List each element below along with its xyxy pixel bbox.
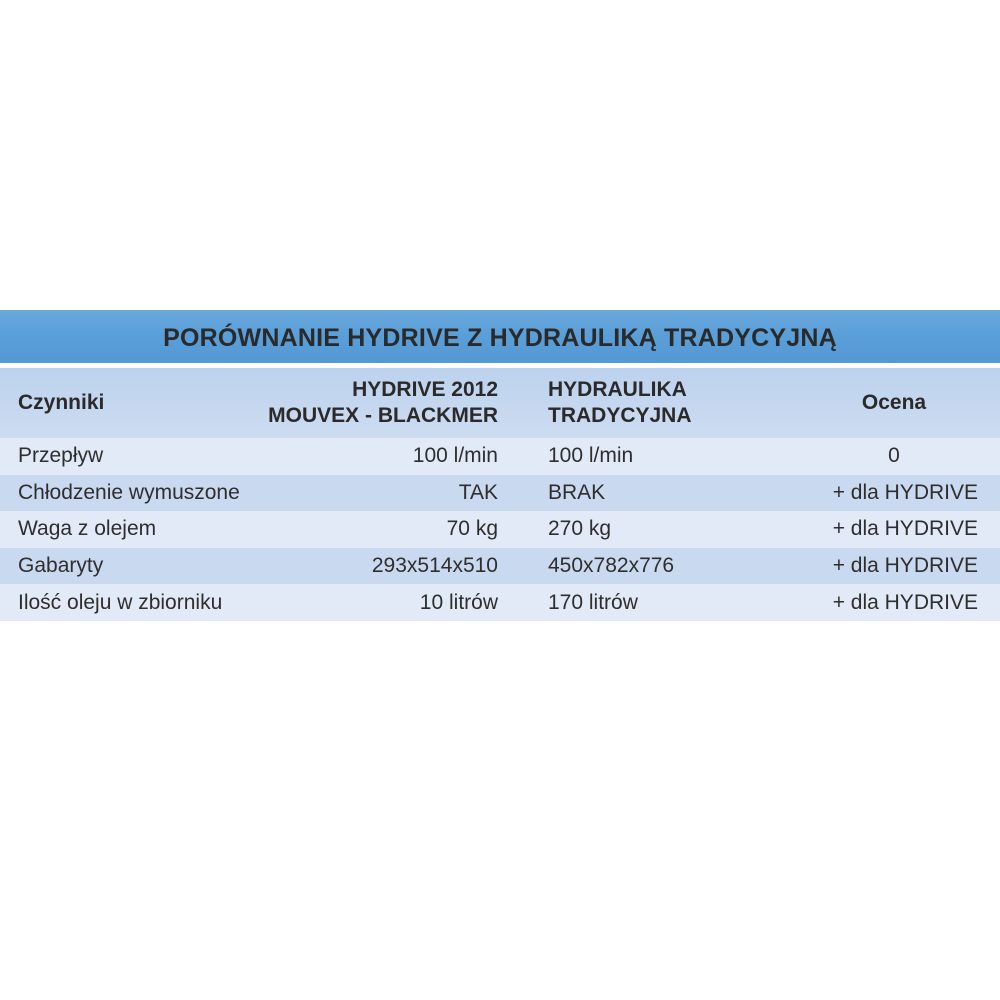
cell-hydrive: 70 kg bbox=[446, 517, 498, 541]
cell-factor: Chłodzenie wymuszone bbox=[18, 480, 240, 504]
header-traditional-line2: TRADYCYJNA bbox=[548, 404, 692, 427]
cell-traditional: 100 l/min bbox=[548, 444, 634, 468]
header-hydrive bbox=[268, 368, 498, 438]
header-factors-label: Czynniki bbox=[18, 391, 105, 414]
header-rating-label: Ocena bbox=[861, 391, 927, 414]
cell-rating: 0 bbox=[888, 444, 900, 468]
comparison-table bbox=[0, 310, 1000, 621]
cell-factor: Gabaryty bbox=[18, 554, 104, 578]
header-hydrive-line2: MOUVEX - BLACKMER bbox=[268, 404, 498, 427]
cell-traditional: BRAK bbox=[548, 480, 606, 504]
cell-factor: Waga z olejem bbox=[18, 517, 157, 541]
cell-hydrive: TAK bbox=[458, 480, 498, 504]
header-traditional bbox=[548, 368, 692, 438]
table-row bbox=[0, 475, 1000, 512]
cell-rating: + dla HYDRIVE bbox=[832, 554, 978, 578]
cell-factor: Przepływ bbox=[18, 444, 104, 468]
table-header-row bbox=[0, 368, 1000, 438]
table-row bbox=[0, 511, 1000, 548]
cell-traditional: 170 litrów bbox=[548, 590, 638, 614]
cell-traditional: 450x782x776 bbox=[548, 554, 675, 578]
cell-hydrive: 293x514x510 bbox=[371, 554, 498, 578]
header-factors bbox=[18, 368, 104, 438]
cell-rating: + dla HYDRIVE bbox=[832, 590, 978, 614]
header-hydrive-line1: HYDRIVE 2012 bbox=[352, 378, 498, 401]
header-traditional-line1: HYDRAULIKA bbox=[548, 378, 687, 401]
table-title: PORÓWNANIE HYDRIVE Z HYDRAULIKĄ TRADYCYJNĄ bbox=[163, 323, 837, 352]
cell-rating: + dla HYDRIVE bbox=[832, 480, 978, 504]
table-title-bar bbox=[0, 310, 1000, 363]
cell-hydrive: 100 l/min bbox=[412, 444, 498, 468]
cell-factor: Ilość oleju w zbiorniku bbox=[18, 590, 223, 614]
header-rating bbox=[820, 368, 968, 438]
table-row bbox=[0, 584, 1000, 621]
table-row bbox=[0, 438, 1000, 475]
table-row bbox=[0, 548, 1000, 585]
cell-rating: + dla HYDRIVE bbox=[832, 517, 978, 541]
cell-traditional: 270 kg bbox=[548, 517, 612, 541]
cell-hydrive: 10 litrów bbox=[419, 590, 498, 614]
